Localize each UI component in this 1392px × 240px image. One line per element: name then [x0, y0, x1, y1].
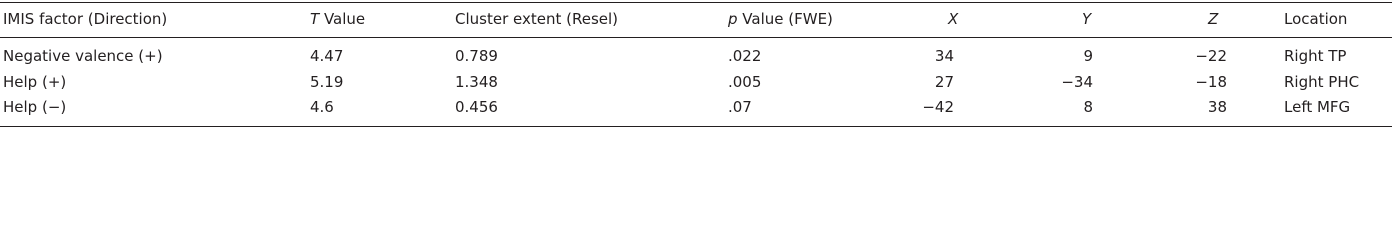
- table-row: [0, 45, 1392, 67]
- header-p-symbol: p: [728, 10, 738, 28]
- header-x: X: [948, 10, 959, 28]
- header-t-label: Value: [319, 10, 366, 28]
- cell-z: −18: [1195, 73, 1227, 91]
- cell-x: 34: [934, 47, 954, 65]
- header-t-symbol: T: [310, 10, 320, 28]
- cell-y: −34: [1061, 73, 1093, 91]
- cell-cluster-extent: 1.348: [455, 73, 498, 91]
- table-header-row: [0, 8, 1392, 30]
- cell-p-value: .005: [728, 73, 762, 91]
- cell-factor: Help (−): [3, 98, 67, 116]
- table-header-rule: [0, 37, 1392, 38]
- cell-cluster-extent: 0.456: [455, 98, 498, 116]
- header-p-label: Value (FWE): [737, 10, 833, 28]
- cell-t-value: 4.6: [310, 98, 334, 116]
- cell-location: Right TP: [1284, 47, 1347, 65]
- table-row: [0, 96, 1392, 118]
- cell-t-value: 5.19: [310, 73, 344, 91]
- cell-p-value: .022: [728, 47, 762, 65]
- header-z: Z: [1208, 10, 1219, 28]
- cell-y: 9: [1083, 47, 1093, 65]
- cell-y: 8: [1083, 98, 1093, 116]
- header-p-value: [728, 8, 833, 30]
- cell-t-value: 4.47: [310, 47, 344, 65]
- cell-z: 38: [1207, 98, 1227, 116]
- table-bottom-rule: [0, 126, 1392, 127]
- cell-factor: Help (+): [3, 73, 67, 91]
- table-top-rule: [0, 2, 1392, 3]
- cell-x: −42: [922, 98, 954, 116]
- header-t-value: [310, 8, 365, 30]
- header-location: Location: [1284, 10, 1348, 28]
- header-y: Y: [1082, 10, 1092, 28]
- cell-x: 27: [934, 73, 954, 91]
- cell-cluster-extent: 0.789: [455, 47, 498, 65]
- cell-location: Right PHC: [1284, 73, 1360, 91]
- header-factor: IMIS factor (Direction): [3, 10, 168, 28]
- cell-location: Left MFG: [1284, 98, 1351, 116]
- table-row: [0, 71, 1392, 93]
- cell-p-value: .07: [728, 98, 752, 116]
- header-cluster-extent: Cluster extent (Resel): [455, 10, 619, 28]
- cell-factor: Negative valence (+): [3, 47, 163, 65]
- cell-z: −22: [1195, 47, 1227, 65]
